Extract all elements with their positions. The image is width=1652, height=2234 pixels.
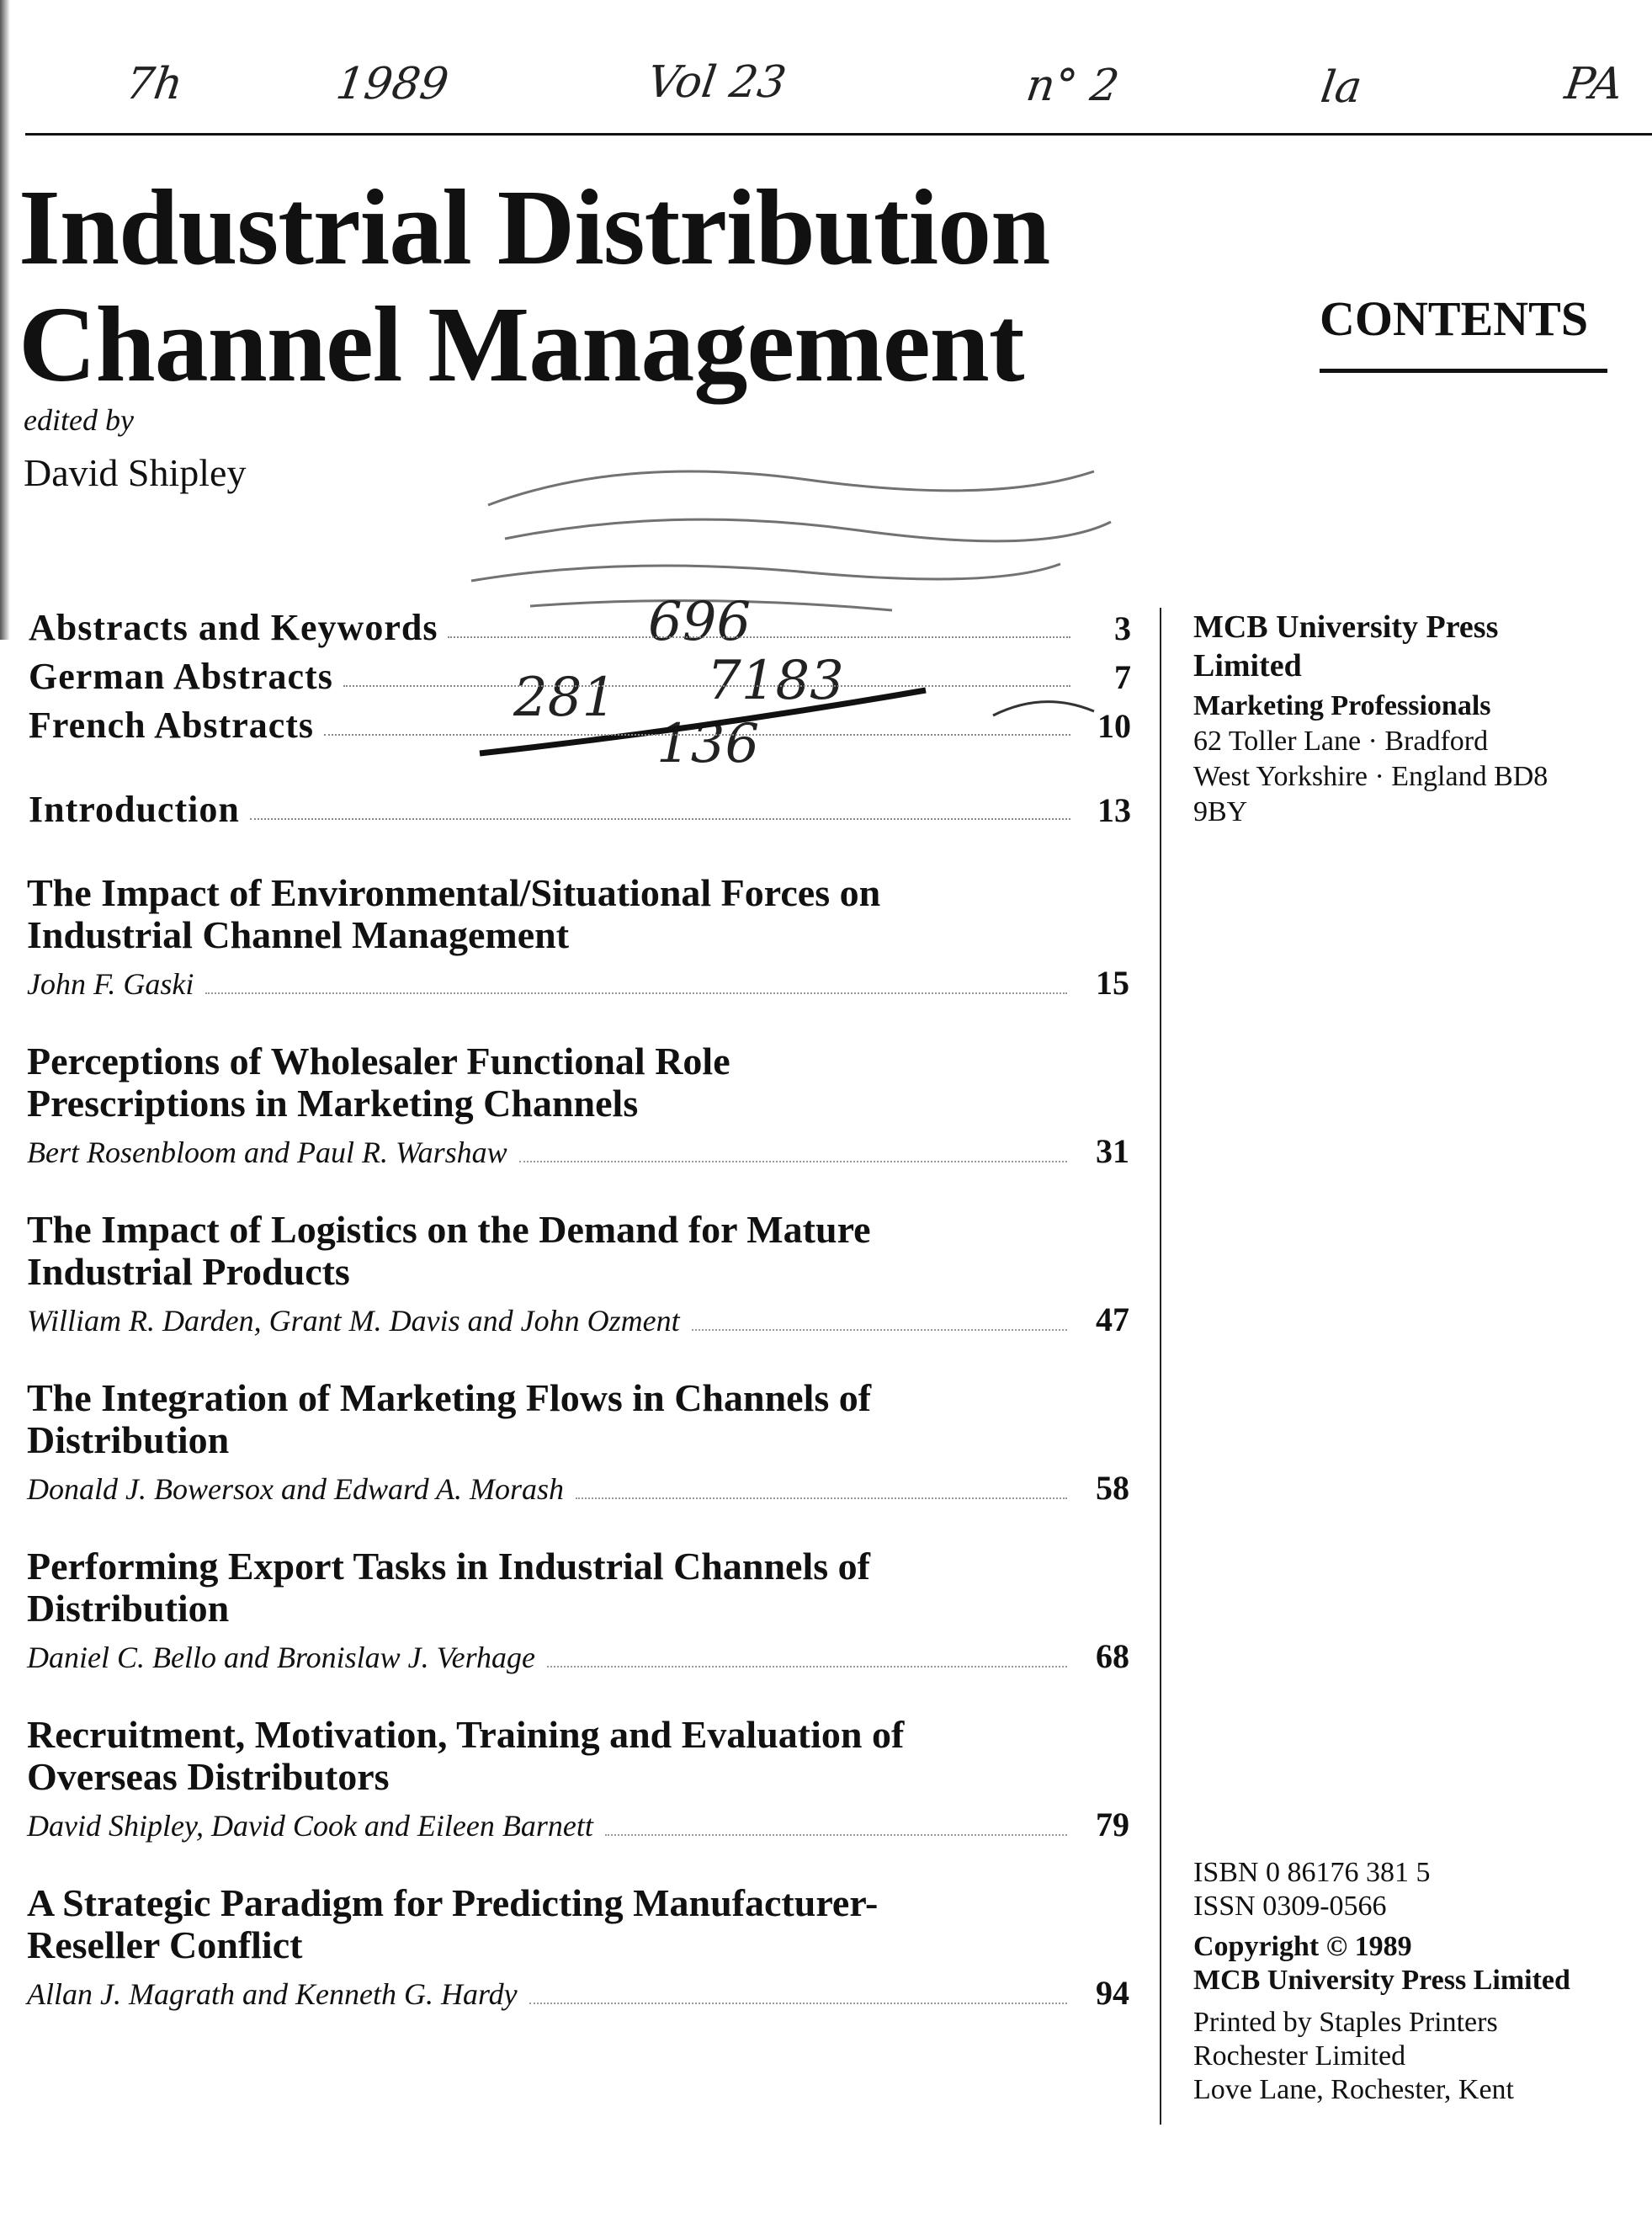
- dot-leader: [343, 684, 1070, 687]
- dot-leader: [547, 1666, 1067, 1668]
- article-byline: [27, 1636, 1129, 1673]
- stamp-number: 7183: [707, 650, 844, 712]
- dot-leader: [324, 733, 1070, 736]
- handwritten-annotation: 1989: [332, 59, 452, 109]
- publisher-address: 62 Toller Lane · Bradford: [1193, 726, 1489, 757]
- copyright-holder: MCB University Press Limited: [1193, 1965, 1570, 1996]
- dot-leader: [448, 636, 1070, 638]
- article-byline: [27, 1131, 1129, 1168]
- handwritten-annotation: 7h: [122, 59, 186, 109]
- article-byline: [27, 1805, 1129, 1842]
- toc-page-number: 58: [1096, 1469, 1129, 1507]
- article-title-line: Industrial Channel Management: [27, 913, 570, 956]
- dot-leader: [519, 1161, 1067, 1162]
- dot-leader: [576, 1497, 1067, 1499]
- book-title-line2: Channel Management: [19, 285, 1024, 404]
- handwritten-annotation: Vol 23: [644, 57, 789, 108]
- article-authors: David Shipley, David Cook and Eileen Barnett: [27, 1809, 593, 1843]
- article-authors: Allan J. Magrath and Kenneth G. Hardy: [27, 1977, 518, 2011]
- toc-entry-label: German Abstracts: [29, 656, 333, 697]
- column-divider: [1160, 608, 1161, 2125]
- dot-leader: [205, 992, 1067, 994]
- stamp-number: 696: [648, 591, 752, 653]
- printer-line: Love Lane, Rochester, Kent: [1193, 2074, 1514, 2105]
- dot-leader: [529, 2003, 1067, 2004]
- toc-page-number: 10: [1097, 707, 1131, 745]
- article-title: [27, 1377, 1138, 1461]
- dot-leader: [605, 1834, 1067, 1836]
- article-byline: [27, 1300, 1129, 1337]
- article-title: [27, 1714, 1138, 1798]
- article-title-line: Recruitment, Motivation, Training and Evaluation of: [27, 1713, 905, 1756]
- article-title-line: The Impact of Logistics on the Demand for Mature: [27, 1208, 871, 1251]
- article-authors: John F. Gaski: [27, 967, 194, 1001]
- edited-by-label: edited by: [24, 403, 134, 437]
- printer-line: Printed by Staples Printers: [1193, 2007, 1498, 2038]
- article-title-line: Distribution: [27, 1418, 230, 1461]
- publisher-tagline: Marketing Professionals: [1193, 690, 1491, 721]
- toc-entry-label: Introduction: [29, 789, 240, 830]
- article-title: [27, 1882, 1138, 1966]
- stamp-arabic-stroke: [471, 564, 1060, 581]
- article-title: [27, 1545, 1138, 1630]
- article-title-line: Performing Export Tasks in Industrial Channels of: [27, 1545, 870, 1588]
- toc-entry-label: French Abstracts: [29, 705, 315, 746]
- article-title-line: The Impact of Environmental/Situational Forces on: [27, 871, 881, 914]
- article-title-line: Distribution: [27, 1587, 230, 1630]
- stamp-number: 281: [513, 667, 617, 729]
- toc-entry-label: Abstracts and Keywords: [29, 607, 438, 648]
- toc-page-number: 47: [1096, 1301, 1129, 1338]
- article-title-line: Prescriptions in Marketing Channels: [27, 1082, 639, 1125]
- toc-page-number: 94: [1096, 1974, 1129, 2012]
- article-title-line: Perceptions of Wholesaler Functional Role: [27, 1040, 730, 1082]
- article-authors: Bert Rosenbloom and Paul R. Warshaw: [27, 1136, 507, 1169]
- toc-entry-abstracts: [29, 606, 1131, 648]
- toc-page-number: 15: [1096, 964, 1129, 1002]
- handwritten-annotation: n° 2: [1023, 61, 1123, 111]
- article-authors: William R. Darden, Grant M. Davis and John Ozment: [27, 1304, 680, 1338]
- article-title-line: Industrial Products: [27, 1250, 350, 1293]
- stamp-number: 136: [656, 713, 760, 774]
- article-authors: Donald J. Bowersox and Edward A. Morash: [27, 1472, 564, 1506]
- toc-page-number: 68: [1096, 1637, 1129, 1675]
- editor-name: David Shipley: [24, 451, 247, 494]
- dot-leader: [692, 1329, 1067, 1331]
- article-title-line: Reseller Conflict: [27, 1923, 303, 1966]
- handwritten-annotation: la: [1317, 62, 1365, 113]
- copyright: Copyright © 1989: [1193, 1931, 1412, 1962]
- toc-entry-introduction: [29, 788, 1131, 830]
- article-authors: Daniel C. Bello and Bronislaw J. Verhage: [27, 1641, 535, 1674]
- toc-page-number: 79: [1096, 1806, 1129, 1843]
- handwritten-annotation: PA: [1561, 59, 1626, 109]
- toc-entry-german-abstracts: [29, 655, 1131, 697]
- article-title-line: A Strategic Paradigm for Predicting Manufacturer-: [27, 1881, 879, 1924]
- toc-page-number: 31: [1096, 1132, 1129, 1170]
- article-byline: [27, 1973, 1129, 2010]
- stamp-arabic-stroke: [505, 519, 1111, 541]
- contents-underline: [1320, 369, 1607, 373]
- publisher-name: MCB University Press: [1193, 609, 1499, 645]
- book-title-line1: Industrial Distribution: [19, 168, 1050, 287]
- toc-page-number: 13: [1097, 791, 1131, 829]
- article-byline: [27, 1468, 1129, 1505]
- article-title: [27, 1040, 1138, 1125]
- article-title: [27, 872, 1138, 956]
- isbn: ISBN 0 86176 381 5: [1193, 1857, 1431, 1888]
- printer-line: Rochester Limited: [1193, 2040, 1406, 2072]
- article-title-line: The Integration of Marketing Flows in Channels of: [27, 1376, 872, 1419]
- publisher-address: West Yorkshire · England BD8: [1193, 761, 1548, 792]
- publisher-name-cont: Limited: [1193, 648, 1302, 683]
- scan-edge-shadow: [0, 0, 10, 640]
- top-rule: [25, 133, 1652, 136]
- stamp-arabic-stroke: [488, 471, 1094, 505]
- contents-heading: CONTENTS: [1320, 291, 1589, 346]
- article-byline: [27, 963, 1129, 1000]
- toc-page-number: 3: [1114, 609, 1131, 647]
- dot-leader: [250, 817, 1070, 820]
- publisher-address: 9BY: [1193, 796, 1248, 827]
- issn: ISSN 0309-0566: [1193, 1891, 1387, 1922]
- toc-page-number: 7: [1114, 658, 1131, 696]
- article-title: [27, 1209, 1138, 1293]
- article-title-line: Overseas Distributors: [27, 1755, 390, 1798]
